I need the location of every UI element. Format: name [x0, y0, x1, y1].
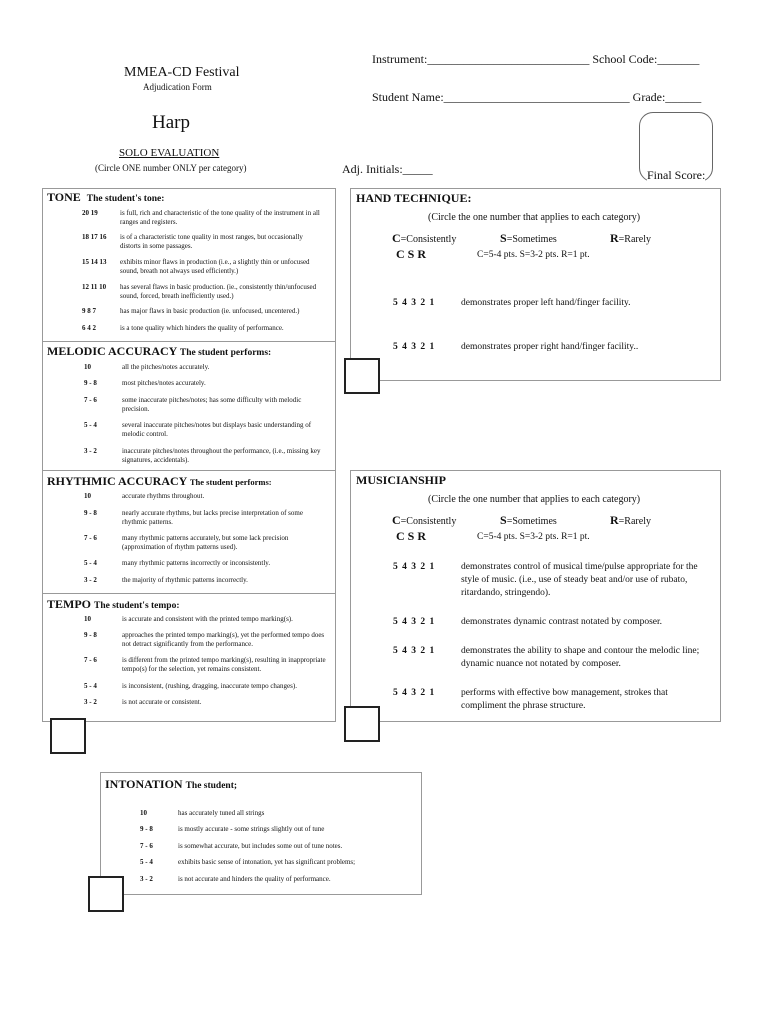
tone-header	[47, 190, 164, 205]
score-options[interactable]: 3 - 2	[84, 576, 97, 584]
score-options[interactable]: 3 - 2	[84, 447, 97, 455]
criterion-text: several inaccurate pitches/notes but displays basic understanding of melodic control.	[122, 421, 312, 438]
criterion-text: exhibits basic sense of intonation, yet has significant problems;	[178, 858, 356, 866]
criterion-text: accurate rhythms throughout.	[122, 492, 205, 500]
criterion-text: many rhythmic patterns incorrectly or inconsistently.	[122, 559, 271, 567]
score-options[interactable]: 10	[84, 492, 91, 500]
score-options[interactable]: 7 - 6	[84, 656, 97, 664]
criterion-text: demonstrates control of musical time/pulse appropriate for the style of music. (i.e., use of steady beat and/or use of rubato, ritardando, stringendo).	[461, 562, 698, 598]
r-meaning: =Rarely	[618, 234, 651, 245]
form-title: Adjudication Form	[143, 82, 212, 92]
criterion-text: is accurate and consistent with the printed tempo marking(s).	[122, 615, 293, 623]
s-letter: S	[500, 513, 507, 527]
c-meaning: =Consistently	[400, 516, 457, 527]
festival-title: MMEA-CD Festival	[124, 65, 240, 80]
instrument-school-code-line[interactable]: Instrument:___________________________ School Code:_______	[372, 52, 700, 66]
score-options[interactable]: 18 17 16	[82, 233, 107, 241]
tone-subtitle: The student's tone:	[86, 194, 165, 204]
score-options[interactable]: 3 - 2	[84, 698, 97, 706]
score-options[interactable]: 9 - 8	[140, 825, 153, 833]
criterion-text: is full, rich and characteristic of the tone quality of the instrument in all ranges and registers.	[120, 209, 320, 226]
musicianship-title: MUSICIANSHIP	[356, 473, 447, 487]
score-options[interactable]: 5 4 3 2 1	[393, 298, 436, 308]
criterion-text: many rhythmic patterns accurately, but some lack precision (approximation of rhythm patterns used).	[122, 534, 289, 551]
r-meaning: =Rarely	[618, 516, 651, 527]
score-options[interactable]: 5 4 3 2 1	[393, 688, 436, 698]
score-options[interactable]: 9 - 8	[84, 631, 97, 639]
final-score-label: Final Score:	[647, 168, 706, 182]
musicianship-score-box[interactable]	[344, 706, 380, 742]
s-meaning: =Sometimes	[506, 516, 557, 527]
hand-technique-title: HAND TECHNIQUE:	[356, 191, 472, 205]
criterion-text: has major flaws in basic production (ie. unfocused, uncentered.)	[120, 307, 300, 315]
sometimes-legend	[500, 231, 557, 246]
criterion-text: demonstrates the ability to shape and contour the melodic line; dynamic nuance not notated by composer.	[461, 646, 700, 669]
rarely-legend	[610, 231, 651, 246]
points-legend: C=5-4 pts. S=3-2 pts. R=1 pt.	[477, 250, 590, 260]
score-options[interactable]: 9 - 8	[84, 509, 97, 517]
criterion-text: most pitches/notes accurately.	[122, 379, 206, 387]
criterion-text: exhibits minor flaws in production (i.e., a slightly thin or unfocused sound, breath not always used efficiently.)	[120, 258, 310, 275]
intonation-title: INTONATION	[105, 777, 183, 791]
score-options[interactable]: 10	[84, 615, 91, 623]
hand-instruction: (Circle the one number that applies to each category)	[428, 212, 641, 223]
criterion-text: is not accurate and hinders the quality of performance.	[178, 875, 331, 883]
rhythmic-title: RHYTHMIC ACCURACY	[47, 474, 187, 488]
criterion-text: demonstrates proper left hand/finger facility.	[461, 298, 631, 308]
c-letter: C	[392, 513, 401, 527]
adjudicator-initials-field[interactable]: Adj. Initials:_____	[342, 162, 433, 176]
criterion-text: performs with effective bow management, strokes that compliment the phrase structure.	[461, 688, 668, 711]
divider	[42, 593, 336, 594]
criterion-text: the majority of rhythmic patterns incorrectly.	[122, 576, 248, 584]
criterion-text: is inconsistent, (rushing, dragging, inaccurate tempo changes).	[122, 682, 297, 690]
criterion-text: is not accurate or consistent.	[122, 698, 202, 706]
criterion-text: has several flaws in basic production. (ie., consistently thin/unfocused sound, forced, breath inefficiently used.)	[120, 283, 317, 300]
student-grade-line[interactable]: Student Name:_______________________________ Grade:______	[372, 90, 702, 104]
r-letter: R	[610, 231, 619, 245]
score-options[interactable]: 5 4 3 2 1	[393, 646, 436, 656]
sometimes-legend	[500, 513, 557, 528]
circle-instruction: (Circle ONE number ONLY per category)	[95, 163, 247, 173]
s-meaning: =Sometimes	[506, 234, 557, 245]
score-options[interactable]: 20 19	[82, 209, 98, 217]
intonation-header	[105, 777, 237, 792]
criterion-text: is a tone quality which hinders the quality of performance.	[120, 324, 284, 332]
score-options[interactable]: 5 - 4	[140, 858, 153, 866]
score-options[interactable]: 12 11 10	[82, 283, 107, 291]
score-options[interactable]: 7 - 6	[84, 534, 97, 542]
melodic-title: MELODIC ACCURACY	[47, 344, 177, 358]
rarely-legend	[610, 513, 651, 528]
score-options[interactable]: 7 - 6	[84, 396, 97, 404]
c-letter: C	[392, 231, 401, 245]
score-options[interactable]: 15 14 13	[82, 258, 107, 266]
divider	[42, 470, 336, 471]
melodic-header	[47, 344, 271, 359]
solo-evaluation-title: SOLO EVALUATION	[119, 147, 220, 159]
tempo-score-box[interactable]	[50, 718, 86, 754]
consistently-legend	[392, 231, 456, 246]
score-options[interactable]: 5 - 4	[84, 421, 97, 429]
intonation-score-box[interactable]	[88, 876, 124, 912]
score-options[interactable]: 9 8 7	[82, 307, 96, 315]
score-options[interactable]: 5 4 3 2 1	[393, 342, 436, 352]
c-meaning: =Consistently	[400, 234, 457, 245]
intonation-subtitle: The student;	[185, 781, 238, 791]
rhythmic-subtitle: The student performs:	[189, 477, 272, 487]
criterion-text: has accurately tuned all strings	[178, 809, 265, 817]
criterion-text: is different from the printed tempo marking(s), resulting in inappropriate tempo(s) for the selection, yet remains consistent.	[122, 656, 326, 673]
instrument-title: Harp	[152, 112, 190, 133]
criterion-text: approaches the printed tempo marking(s), yet the performed tempo does not detract significantly from the performance.	[122, 631, 325, 648]
rhythmic-header	[47, 474, 272, 489]
criterion-text: all the pitches/notes accurately.	[122, 363, 210, 371]
score-options[interactable]: 9 - 8	[84, 379, 97, 387]
tempo-title: TEMPO	[47, 597, 91, 611]
hand-technique-score-box[interactable]	[344, 358, 380, 394]
score-options[interactable]: 5 4 3 2 1	[393, 562, 436, 572]
score-options[interactable]: 7 - 6	[140, 842, 153, 850]
points-legend: C=5-4 pts. S=3-2 pts. R=1 pt.	[477, 532, 590, 542]
score-options[interactable]: 5 4 3 2 1	[393, 617, 436, 627]
tone-title: TONE	[47, 190, 81, 204]
score-options[interactable]: 10	[84, 363, 91, 371]
melodic-subtitle: The student performs:	[179, 348, 272, 358]
tempo-subtitle: The student's tempo:	[94, 601, 180, 611]
score-options[interactable]: 6 4 2	[82, 324, 96, 332]
criterion-text: is of a characteristic tone quality in most ranges, but occasionally distorts in some passages.	[120, 233, 303, 250]
tempo-header	[47, 597, 180, 612]
r-letter: R	[610, 513, 619, 527]
criterion-text: demonstrates dynamic contrast notated by composer.	[461, 617, 663, 627]
criterion-text: some inaccurate pitches/notes; has some difficulty with melodic precision.	[122, 396, 302, 413]
score-options[interactable]: 5 - 4	[84, 559, 97, 567]
score-options[interactable]: 5 - 4	[84, 682, 97, 690]
divider	[42, 341, 336, 342]
consistently-legend	[392, 513, 456, 528]
criterion-text: is mostly accurate - some strings slightly out of tune	[178, 825, 325, 833]
criterion-text: nearly accurate rhythms, but lacks precise interpretation of some rhythmic patterns.	[122, 509, 303, 526]
csr-letters: C S R	[396, 529, 427, 543]
score-options[interactable]: 10	[140, 809, 147, 817]
criterion-text: inaccurate pitches/notes throughout the performance, (i.e., missing key signatures, accidentals).	[122, 447, 321, 464]
csr-letters: C S R	[396, 247, 427, 261]
criterion-text: demonstrates proper right hand/finger facility..	[461, 342, 639, 352]
score-options[interactable]: 3 - 2	[140, 875, 153, 883]
criterion-text: is somewhat accurate, but includes some out of tune notes.	[178, 842, 343, 850]
s-letter: S	[500, 231, 507, 245]
musicianship-instruction: (Circle the one number that applies to each category)	[428, 494, 641, 505]
